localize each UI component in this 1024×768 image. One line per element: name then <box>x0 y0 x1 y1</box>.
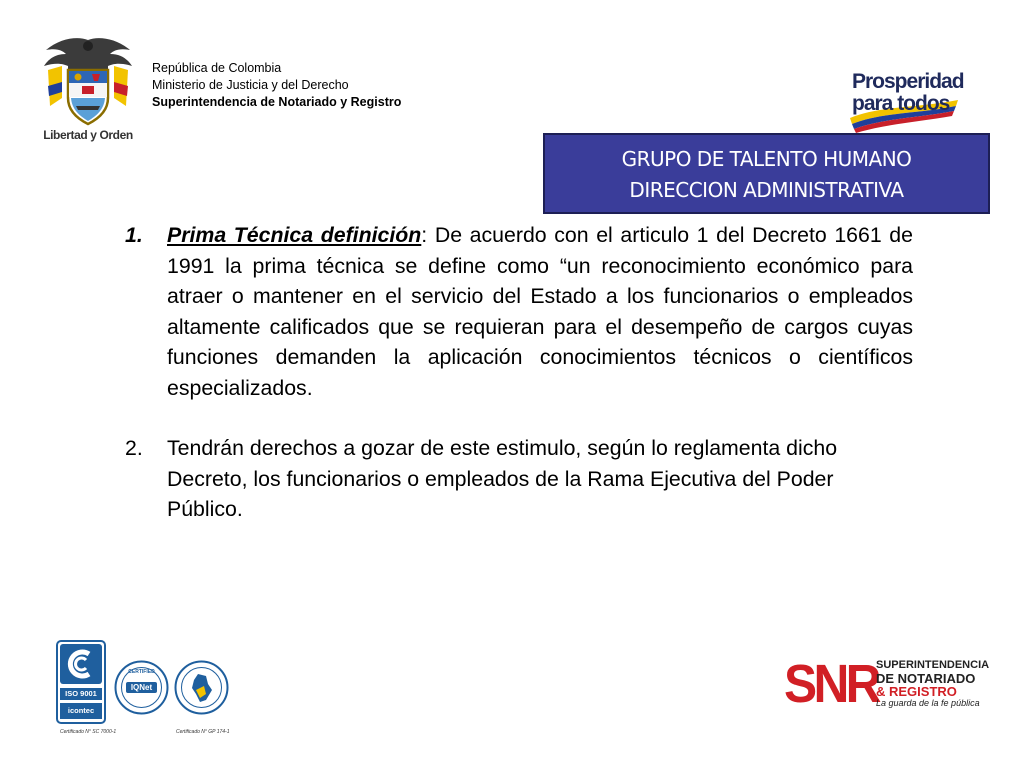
banner-line1: GRUPO DE TALENTO HUMANO <box>621 147 912 171</box>
certificate-caption-gp: Certificado N° GP 174-1 <box>176 729 230 735</box>
definition-colon: : <box>421 223 428 247</box>
coat-motto: Libertad y Orden <box>43 128 133 142</box>
iqnet-certified-logo <box>114 660 169 715</box>
list-item-text <box>167 220 913 403</box>
definition-term: Prima Técnica definición <box>167 223 422 247</box>
content-list <box>125 220 913 525</box>
snr-line2: DE NOTARIADO <box>876 671 976 686</box>
department-banner <box>543 133 990 214</box>
iqnet-label: IQNet <box>130 683 153 692</box>
list-item <box>125 433 913 525</box>
snr-line1: SUPERINTENDENCIA <box>876 659 990 671</box>
certified-label: CERTIFIED <box>128 669 155 675</box>
snr-logo <box>784 656 994 712</box>
header-line-superintendencia: Superintendencia de Notariado y Registro <box>152 95 402 109</box>
list-item-number: 1. <box>125 223 143 247</box>
certificate-caption-sc: Certificado N° SC 7000-1 <box>60 729 117 735</box>
public-management-certificate-logo <box>174 660 229 715</box>
snr-line3: & REGISTRO <box>876 684 957 699</box>
iso-9001-icontec-logo <box>56 640 106 724</box>
definition-body: De acuerdo con el articulo 1 del Decreto 1661 de 1991 la prima técnica se define como “un reconocimiento económico para atraer o mantener en el servicio del Estado a los funcionarios o empleados altamente calificados que se requieran para el desempeño de cargos cuyas funciones demanden la aplicación conocimientos técnicos o científicos especializados. <box>167 223 913 400</box>
snr-tagline: La guarda de la fe pública <box>876 698 980 708</box>
prosperidad-line2: para todos <box>852 92 950 115</box>
header-line-ministry: Ministerio de Justicia y del Derecho <box>152 78 349 92</box>
icontec-label: icontec <box>67 706 95 715</box>
list-item-number: 2. <box>125 436 143 460</box>
list-item <box>125 220 913 403</box>
header-line-republic: República de Colombia <box>152 61 282 75</box>
list-item-text: Tendrán derechos a gozar de este estimulo, según lo reglamenta dicho Decreto, los funcionarios o empleados de la Rama Ejecutiva del Poder Público. <box>167 436 838 521</box>
snr-abbreviation: SNR <box>784 654 878 714</box>
prosperidad-line1: Prosperidad <box>852 70 964 93</box>
prosperidad-logo <box>848 66 964 134</box>
institution-header <box>152 60 401 111</box>
coat-of-arms-logo <box>38 36 138 154</box>
iso-label: ISO 9001 <box>65 689 97 698</box>
banner-line2: DIRECCION ADMINISTRATIVA <box>629 178 904 202</box>
